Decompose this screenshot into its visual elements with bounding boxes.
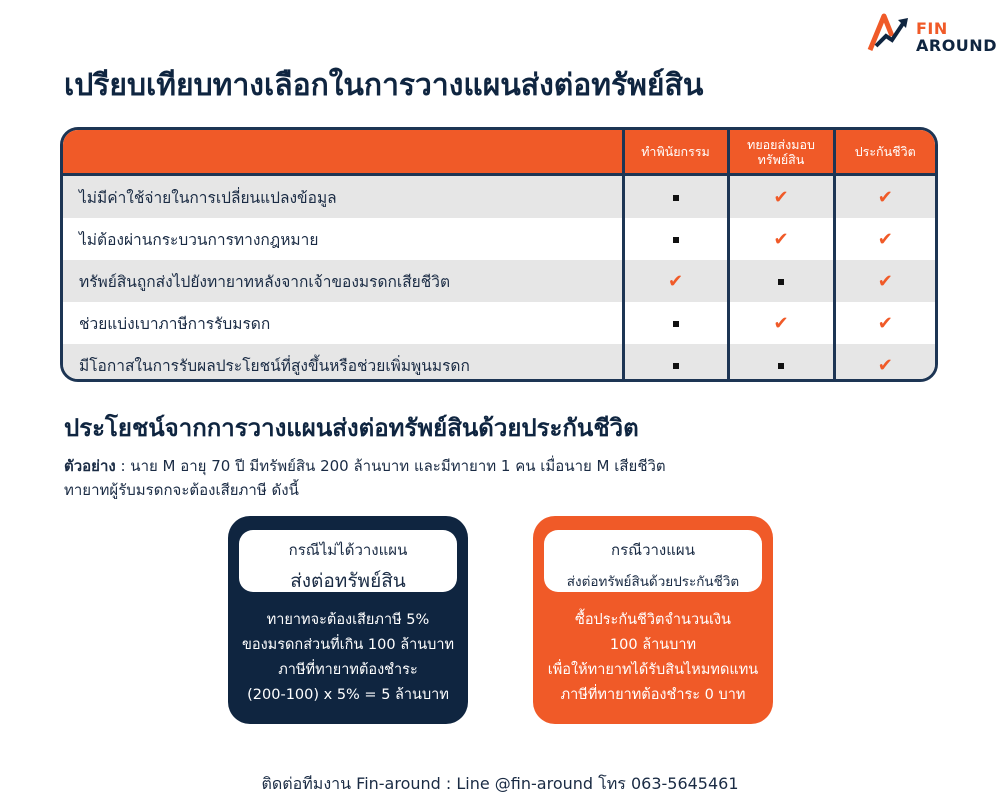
table-row (63, 175, 935, 219)
example-line-2: ทายาทผู้รับมรดกจะต้องเสียภาษี ดังนี้ (64, 481, 299, 499)
column-header-life-insurance: ประกันชีวิต (834, 130, 935, 175)
check-icon: ✔ (877, 186, 893, 208)
column-header-gradual-transfer: ทยอยส่งมอบทรัพย์สิน (728, 130, 834, 175)
check-icon: ✔ (877, 312, 893, 334)
column-header-will: ทำพินัยกรรม (623, 130, 728, 175)
table-header-row (63, 130, 935, 175)
table-row (63, 218, 935, 260)
page-title: เปรียบเทียบทางเลือกในการวางแผนส่งต่อทรัพย์สิน (64, 68, 704, 103)
square-bullet-icon (673, 237, 679, 243)
table-row (63, 344, 935, 382)
table-cell (834, 218, 935, 260)
contact-footer: ติดต่อทีมงาน Fin-around : Line @fin-around โทร 063-5645461 (261, 774, 739, 793)
square-bullet-icon (778, 279, 784, 285)
table-cell (834, 260, 935, 302)
card-with-plan-heading-line-1: กรณีวางแผน (611, 541, 695, 559)
square-bullet-icon (673, 321, 679, 327)
card-with-plan-line: 100 ล้านบาท (609, 637, 697, 653)
card-with-plan-heading-line-2: ส่งต่อทรัพย์สินด้วยประกันชีวิต (566, 574, 740, 590)
square-bullet-icon (673, 195, 679, 201)
comparison-table (60, 127, 938, 382)
card-with-plan-line: ภาษีที่ทายาทต้องชำระ 0 บาท (560, 687, 746, 703)
check-icon: ✔ (773, 186, 789, 208)
card-no-plan-heading-line-1: กรณีไม่ได้วางแผน (288, 541, 408, 559)
logo-wordmark: FIN AROUND (916, 19, 997, 55)
table-cell (728, 175, 834, 219)
row-label: ทรัพย์สินถูกส่งไปยังทายาทหลังจากเจ้าของมรดกเสียชีวิต (63, 260, 623, 302)
example-label: ตัวอย่าง (64, 457, 116, 475)
row-label: ไม่มีค่าใช้จ่ายในการเปลี่ยนแปลงข้อมูล (63, 175, 623, 219)
table-cell (728, 302, 834, 344)
check-icon: ✔ (877, 270, 893, 292)
example-text (64, 454, 764, 502)
table-cell (623, 218, 728, 260)
table-cell (623, 302, 728, 344)
square-bullet-icon (778, 363, 784, 369)
table-cell (834, 302, 935, 344)
card-with-plan-body (533, 608, 773, 708)
square-bullet-icon (673, 363, 679, 369)
card-no-plan-body (228, 608, 468, 708)
card-no-plan-line: ของมรดกส่วนที่เกิน 100 ล้านบาท (241, 637, 455, 653)
check-icon: ✔ (877, 228, 893, 250)
check-icon: ✔ (773, 228, 789, 250)
table-row (63, 302, 935, 344)
check-icon: ✔ (667, 270, 684, 292)
table-cell (728, 344, 834, 382)
table-cell (728, 260, 834, 302)
card-no-plan-line: (200-100) x 5% = 5 ล้านบาท (247, 687, 449, 703)
card-no-plan-line: ภาษีที่ทายาทต้องชำระ (278, 662, 418, 678)
table-cell (623, 175, 728, 219)
card-no-plan-heading (239, 530, 457, 592)
logo-mark-icon (866, 10, 912, 54)
table-cell (728, 218, 834, 260)
card-no-plan (228, 516, 468, 724)
header-blank (63, 130, 623, 175)
row-label: ไม่ต้องผ่านกระบวนการทางกฎหมาย (63, 218, 623, 260)
fin-around-logo (866, 10, 996, 56)
card-no-plan-heading-line-2: ส่งต่อทรัพย์สิน (290, 570, 406, 592)
card-with-plan (533, 516, 773, 724)
table-cell (834, 175, 935, 219)
table-cell (623, 344, 728, 382)
row-label: มีโอกาสในการรับผลประโยชน์ที่สูงขึ้นหรือช่วยเพิ่มพูนมรดก (63, 344, 623, 382)
card-with-plan-line: ซื้อประกันชีวิตจำนวนเงิน (575, 612, 731, 628)
example-line-1: : นาย M อายุ 70 ปี มีทรัพย์สิน 200 ล้านบาท และมีทายาท 1 คน เมื่อนาย M เสียชีวิต (115, 457, 666, 475)
card-with-plan-heading (544, 530, 762, 592)
card-no-plan-line: ทายาทจะต้องเสียภาษี 5% (266, 612, 430, 628)
table-row (63, 260, 935, 302)
check-icon: ✔ (773, 312, 789, 334)
check-icon: ✔ (877, 354, 893, 376)
card-with-plan-line: เพื่อให้ทายาทได้รับสินไหมทดแทน (547, 662, 759, 678)
row-label: ช่วยแบ่งเบาภาษีการรับมรดก (63, 302, 623, 344)
section-subtitle: ประโยชน์จากการวางแผนส่งต่อทรัพย์สินด้วยประกันชีวิต (64, 414, 639, 442)
table-cell (834, 344, 935, 382)
table-cell (623, 260, 728, 302)
